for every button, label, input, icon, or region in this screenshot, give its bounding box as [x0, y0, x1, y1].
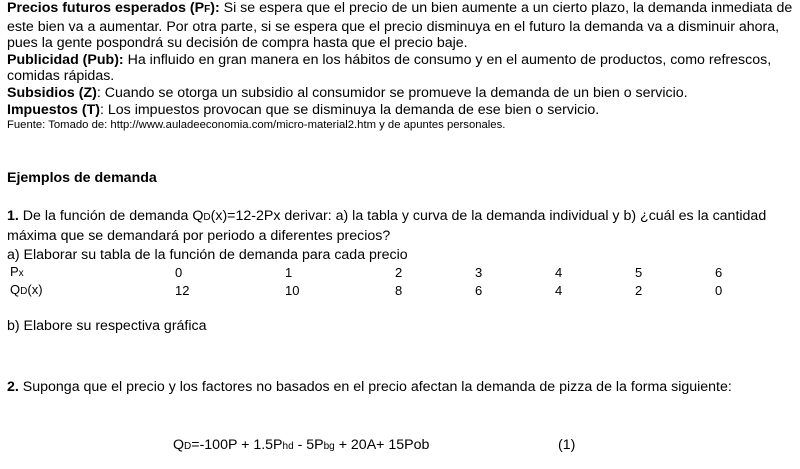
factor-text: : Los impuestos provocan que se disminuya la demanda de ese bien o servicio.	[100, 101, 600, 118]
eq-part: - 5P	[293, 437, 324, 453]
table-cell: 3	[475, 265, 483, 280]
factors-section	[7, 0, 795, 133]
eq-subscript: bg	[323, 441, 335, 452]
section-heading: Ejemplos de demanda	[7, 170, 157, 186]
label-subscript: x	[18, 268, 24, 279]
factor-term: Publicidad (Pub):	[7, 51, 124, 68]
table-cell: 4	[555, 265, 563, 280]
factor-text: Si se espera que el precio de un bien aumente a un cierto plazo, la demanda inmediata de este bien va a aumentar. Por otra parte, si se espera que el precio disminuya en el futuro la demanda va a disminuir ahora, pues la gente pospondrá su decisión de compra hasta que el precio baje.	[7, 0, 793, 52]
factor-advertising	[7, 52, 795, 85]
factor-taxes	[7, 102, 795, 119]
eq-part: Q	[173, 437, 185, 453]
example-number: 1.	[7, 208, 19, 224]
example-2-statement	[7, 378, 795, 396]
example-text: Suponga que el precio y los factores no basados en el precio afectan la demanda de pizza de la forma siguiente:	[18, 379, 732, 395]
factor-term	[7, 0, 220, 16]
demand-table	[10, 264, 745, 300]
example-number: 2.	[7, 379, 19, 395]
table-cell: 2	[395, 265, 403, 280]
table-cell: 5	[635, 265, 643, 280]
example-text: (x)=12-2Px derivar: a) la tabla y curva de la demanda individual y b) ¿cuál es la cantidad máxima que se demandará por periodo a diferentes precios?	[7, 208, 767, 244]
factor-text: : Cuando se otorga un subsidio al consumidor se promueve la demanda de un bien o servicio.	[96, 84, 688, 101]
term-subscript: F	[204, 4, 211, 15]
table-cell: 0	[175, 265, 183, 280]
table-cell: 1	[285, 265, 293, 280]
factor-subsidies	[7, 85, 795, 102]
task-a: a) Elaborar su tabla de la función de demanda para cada precio	[7, 247, 408, 263]
label-subscript: D	[20, 286, 28, 297]
task-b: b) Elabore su respectiva gráfica	[7, 318, 207, 334]
eq-part: =-100P + 1.5P	[191, 437, 283, 453]
table-row-price	[10, 264, 745, 282]
example-text: De la función de demanda Q	[18, 208, 204, 224]
label-text: Q	[10, 282, 21, 297]
table-cell: 6	[715, 265, 723, 280]
eq-part: + 20A+ 15Pob	[334, 437, 430, 453]
term-end: ):	[210, 0, 220, 16]
table-cell: 12	[175, 283, 190, 298]
table-cell: 0	[715, 283, 723, 298]
row-label-quantity	[10, 282, 175, 300]
factor-term: Subsidios (Z)	[7, 84, 97, 101]
demand-equation	[173, 437, 429, 453]
equation-number: (1)	[558, 437, 576, 453]
eq-subscript: D	[184, 441, 192, 452]
factor-text: Ha influido en gran manera en los hábitos de consumo y en el aumento de productos, como refrescos, comidas rápidas.	[7, 51, 772, 85]
table-cell: 10	[285, 283, 300, 298]
table-cell: 8	[395, 283, 403, 298]
row-label-price	[10, 264, 175, 282]
table-row-quantity	[10, 282, 745, 300]
source-note: Fuente: Tomado de: http://www.auladeeconomia.com/micro-material2.htm y de apuntes personales.	[7, 119, 506, 132]
term-text: Precios futuros esperados (P	[7, 0, 205, 16]
example-1-statement	[7, 207, 795, 245]
label-end: (x)	[27, 282, 43, 297]
table-cell: 2	[635, 283, 643, 298]
table-cell: 4	[555, 283, 563, 298]
factor-term: Impuestos (T)	[7, 101, 101, 118]
eq-subscript: hd	[282, 441, 294, 452]
example-subscript: D	[203, 212, 211, 223]
factor-future-prices	[7, 0, 795, 52]
table-cell: 6	[475, 283, 483, 298]
label-text: P	[10, 264, 19, 279]
